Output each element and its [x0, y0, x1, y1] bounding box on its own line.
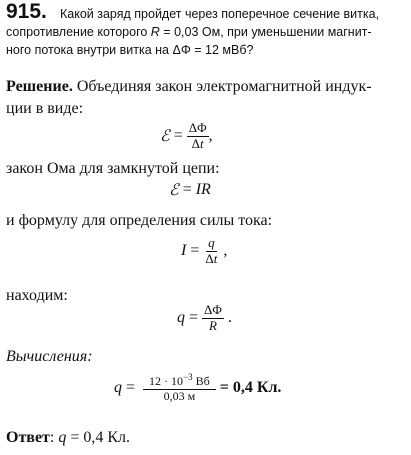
answer-line: Ответ: q = 0,4 Кл. — [6, 429, 131, 446]
solution-label: Решение. — [6, 78, 73, 95]
solution-text-ohm: закон Ома для замкнутой цепи: — [6, 160, 220, 177]
problem-text-line-3: ного потока внутри витка на ΔΦ = 12 мВб? — [6, 43, 254, 57]
solution-text-current: и формулу для определения силы тока: — [6, 212, 273, 229]
problem-text-line-2: сопротивление которого R = 0,03 Ом, при уменьшении магнит- — [6, 25, 372, 39]
answer-label: Ответ — [6, 429, 50, 446]
equation-ohm: ℰ = IR — [169, 181, 211, 199]
solution-line-1: Решение. Объединяя закон электромагнитной индук- — [6, 78, 372, 95]
equation-emf: ℰ = $\frac{\Delta\Phi}{\Delta t}$ , — [160, 120, 213, 151]
solution-text-find: находим: — [6, 287, 68, 304]
calculations-label: Вычисления: — [6, 348, 93, 365]
problem-number: 915. — [6, 0, 47, 23]
calculation-result: = 0,4 Кл. — [219, 378, 282, 396]
equation-calculation: q = $\frac{12 \cdot 10^{-3} Вб}{0,03 м}$ = 0,4 Кл. — [114, 372, 282, 403]
problem-text-line-1: Какой заряд пройдет через поперечное сечение витка, — [60, 7, 380, 21]
solution-line-2: ции в виде: — [6, 100, 84, 117]
equation-current: I = $\frac{q}{\Delta t}$ , — [181, 235, 228, 266]
equation-charge: q = $\frac{\Delta\Phi}{R}$ . — [177, 302, 232, 333]
